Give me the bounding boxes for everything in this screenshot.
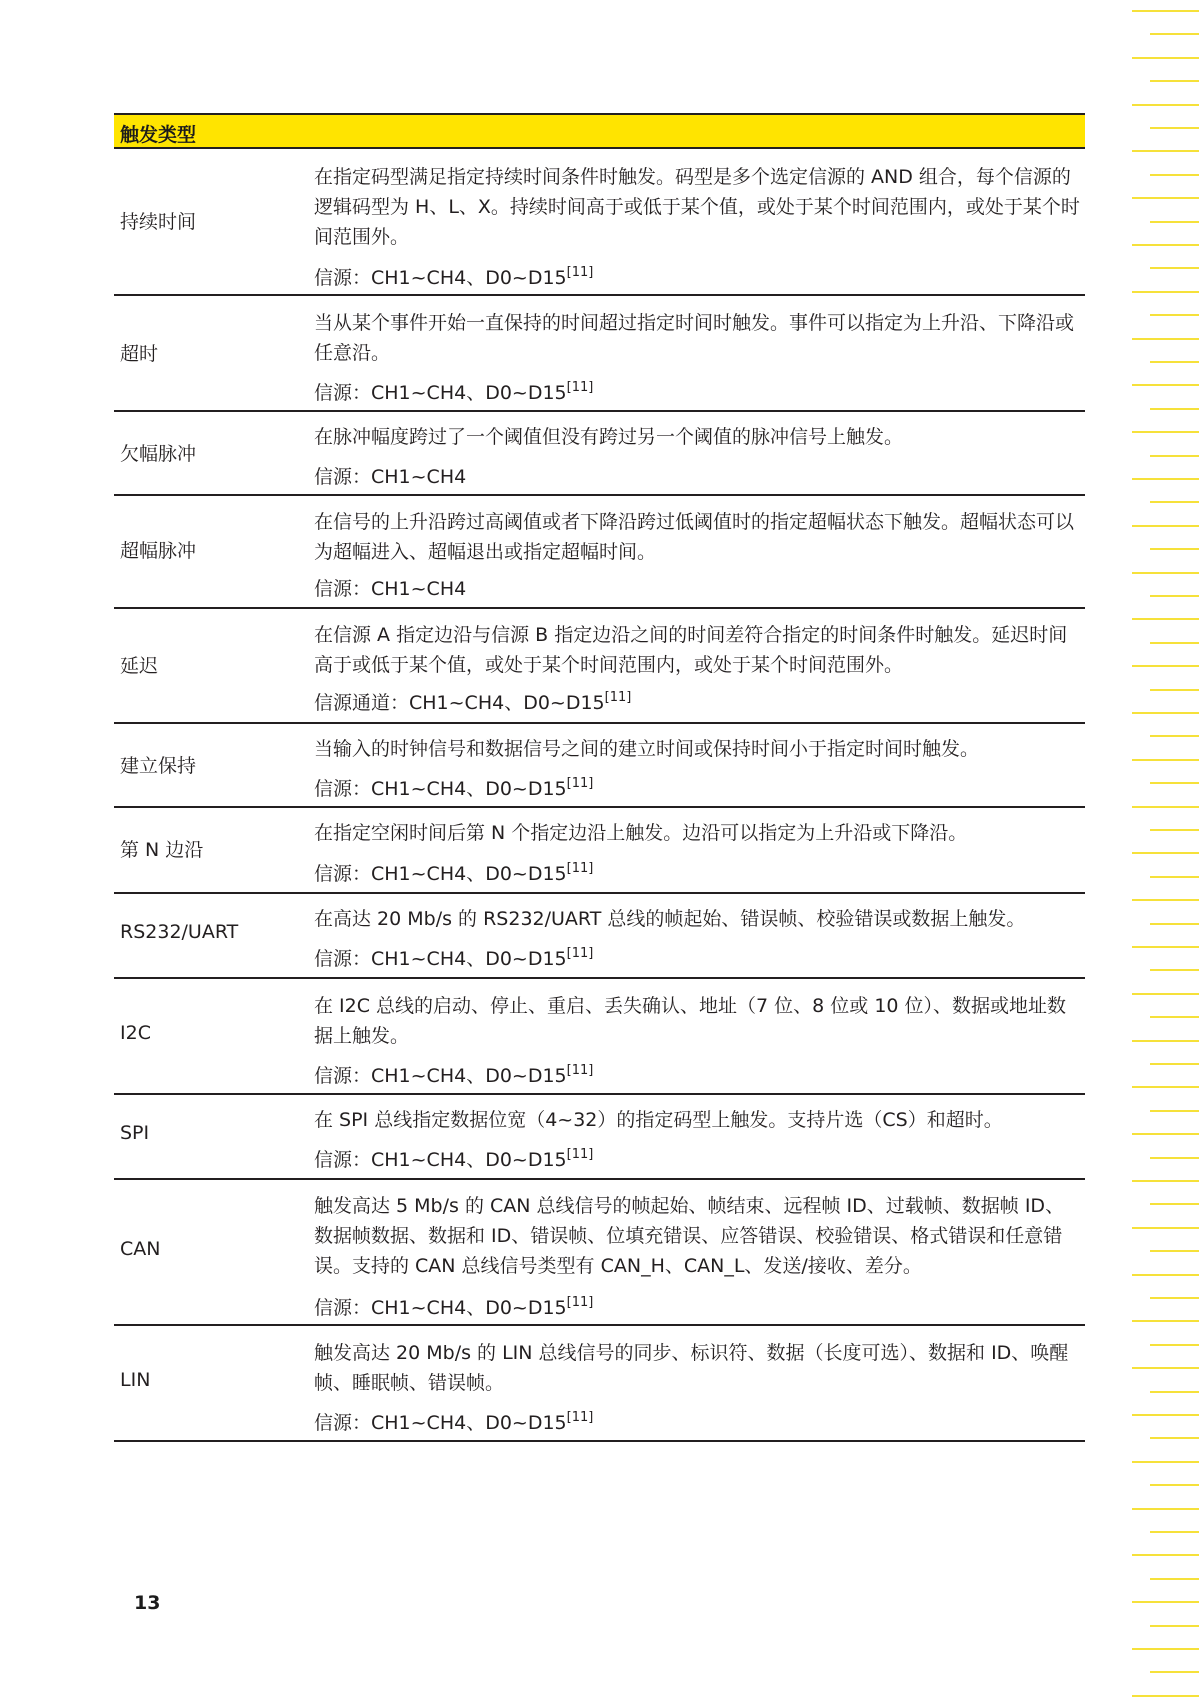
stripe-line: [1132, 1274, 1199, 1276]
stripe-line: [1132, 759, 1199, 761]
stripe-line: [1132, 10, 1199, 12]
table-header-label: 触发类型: [120, 124, 197, 146]
row-source: 信源：CH1~CH4、D0~D15[11]: [314, 1294, 594, 1319]
stripe-line: [1132, 572, 1199, 574]
row-source: 信源：CH1~CH4、D0~D15[11]: [314, 1062, 594, 1087]
footnote-ref: [11]: [566, 1409, 594, 1425]
stripe-line: [1132, 1508, 1199, 1510]
stripe-line: [1132, 478, 1199, 480]
stripe-line: [1132, 244, 1199, 246]
row-description: 在 SPI 总线指定数据位宽（4~32）的指定码型上触发。支持片选（CS）和超时。: [314, 1109, 1003, 1131]
stripe-line: [1150, 642, 1199, 644]
row-description: 在高达 20 Mb/s 的 RS232/UART 总线的帧起始、错误帧、校验错误或数据上触发。: [314, 908, 1026, 930]
stripe-line: [1132, 1180, 1199, 1182]
stripe-line: [1150, 1157, 1199, 1159]
footnote-ref: [11]: [566, 860, 594, 876]
stripe-line: [1150, 501, 1199, 503]
stripe-line: [1150, 595, 1199, 597]
stripe-line: [1132, 712, 1199, 714]
row-description: 在脉冲幅度跨过了一个阈值但没有跨过另一个阈值的脉冲信号上触发。: [314, 426, 904, 448]
row-label: SPI: [120, 1122, 150, 1144]
footnote-ref: [11]: [566, 1146, 594, 1162]
stripe-line: [1150, 174, 1199, 176]
stripe-line: [1150, 1484, 1199, 1486]
row-source: 信源：CH1~CH4、D0~D15[11]: [314, 379, 594, 404]
row-description: 在指定码型满足指定持续时间条件时触发。码型是多个选定信源的 AND 组合，每个信源的逻辑码型为 H、L、X。持续时间高于或低于某个值，或处于某个时间范围内，或处于某个时间范围外。: [314, 166, 1080, 248]
footnote-ref: [11]: [566, 1294, 594, 1310]
stripe-line: [1132, 1086, 1199, 1088]
decorative-stripes: [1128, 0, 1199, 1696]
row-source: 信源：CH1~CH4、D0~D15[11]: [314, 1409, 594, 1434]
stripe-line: [1150, 689, 1199, 691]
stripe-line: [1150, 1344, 1199, 1346]
stripe-line: [1150, 80, 1199, 82]
stripe-line: [1150, 1297, 1199, 1299]
stripe-line: [1150, 267, 1199, 269]
row-label: 超时: [120, 343, 159, 365]
table-row-rs232-uart: [114, 894, 1085, 979]
stripe-line: [1132, 1227, 1199, 1229]
row-source: 信源：CH1~CH4: [314, 578, 467, 600]
row-label: 延迟: [120, 655, 159, 677]
row-description: 在信源 A 指定边沿与信源 B 指定边沿之间的时间差符合指定的时间条件时触发。延迟时间高于或低于某个值，或处于某个时间范围内，或处于某个时间范围外。: [314, 624, 1068, 676]
stripe-line: [1150, 33, 1199, 35]
stripe-line: [1150, 1437, 1199, 1439]
row-label: LIN: [120, 1369, 151, 1391]
stripe-line: [1132, 852, 1199, 854]
row-source: 信源：CH1~CH4、D0~D15[11]: [314, 945, 594, 970]
table-row-runt: [114, 412, 1085, 496]
stripe-line: [1132, 1601, 1199, 1603]
stripe-line: [1132, 291, 1199, 293]
footnote-ref: [11]: [566, 775, 594, 791]
row-description: 在 I2C 总线的启动、停止、重启、丢失确认、地址（7 位、8 位或 10 位）、数据或地址数据上触发。: [314, 995, 1067, 1047]
stripe-line: [1150, 548, 1199, 550]
stripe-line: [1150, 735, 1199, 737]
table-row-duration: [114, 149, 1085, 296]
row-label: 持续时间: [120, 211, 197, 233]
footnote-ref: [11]: [566, 945, 594, 961]
stripe-line: [1132, 431, 1199, 433]
stripe-line: [1150, 1110, 1199, 1112]
stripe-line: [1150, 829, 1199, 831]
row-label: 第 N 边沿: [120, 839, 204, 861]
stripe-line: [1150, 1578, 1199, 1580]
table-row-setup-hold: [114, 724, 1085, 808]
row-source: 信源：CH1~CH4、D0~D15[11]: [314, 1146, 594, 1171]
row-label: 建立保持: [120, 755, 197, 777]
page-number: 13: [134, 1592, 161, 1614]
stripe-line: [1132, 57, 1199, 59]
stripe-line: [1132, 338, 1199, 340]
table-row-can: [114, 1180, 1085, 1326]
stripe-line: [1150, 221, 1199, 223]
stripe-line: [1132, 946, 1199, 948]
table-row-delay: [114, 609, 1085, 724]
stripe-line: [1150, 1250, 1199, 1252]
stripe-line: [1132, 899, 1199, 901]
stripe-line: [1150, 127, 1199, 129]
stripe-line: [1150, 408, 1199, 410]
stripe-line: [1150, 1671, 1199, 1673]
stripe-line: [1150, 1531, 1199, 1533]
stripe-line: [1132, 1461, 1199, 1463]
stripe-line: [1150, 1203, 1199, 1205]
footnote-ref: [11]: [566, 379, 594, 395]
table-row-nth-edge: [114, 808, 1085, 894]
stripe-line: [1150, 782, 1199, 784]
stripe-line: [1150, 1016, 1199, 1018]
stripe-line: [1132, 618, 1199, 620]
row-source: 信源：CH1~CH4、D0~D15[11]: [314, 775, 594, 800]
row-label: I2C: [120, 1022, 151, 1044]
stripe-line: [1132, 1133, 1199, 1135]
stripe-line: [1132, 1414, 1199, 1416]
stripe-line: [1132, 806, 1199, 808]
stripe-line: [1132, 150, 1199, 152]
stripe-line: [1150, 969, 1199, 971]
row-label: 超幅脉冲: [120, 540, 197, 562]
stripe-line: [1150, 314, 1199, 316]
stripe-line: [1132, 384, 1199, 386]
footnote-ref: [11]: [604, 689, 632, 705]
row-label: RS232/UART: [120, 921, 239, 943]
row-source: 信源：CH1~CH4: [314, 466, 467, 488]
row-label: 欠幅脉冲: [120, 443, 197, 465]
stripe-line: [1132, 1367, 1199, 1369]
table-row-lin: [114, 1326, 1085, 1442]
stripe-line: [1132, 1320, 1199, 1322]
row-source: 信源：CH1~CH4、D0~D15[11]: [314, 264, 594, 289]
stripe-line: [1132, 993, 1199, 995]
row-description: 在信号的上升沿跨过高阈值或者下降沿跨过低阈值时的指定超幅状态下触发。超幅状态可以为超幅进入、超幅退出或指定超幅时间。: [314, 511, 1075, 563]
table-header: [114, 113, 1085, 149]
row-description: 当输入的时钟信号和数据信号之间的建立时间或保持时间小于指定时间时触发。: [314, 738, 980, 760]
stripe-line: [1150, 1391, 1199, 1393]
row-label: CAN: [120, 1238, 161, 1260]
footnote-ref: [11]: [566, 264, 594, 280]
stripe-line: [1150, 1063, 1199, 1065]
stripe-line: [1132, 525, 1199, 527]
table-row-i2c: [114, 979, 1085, 1095]
row-description: 当从某个事件开始一直保持的时间超过指定时间时触发。事件可以指定为上升沿、下降沿或任意沿。: [314, 312, 1075, 364]
stripe-line: [1150, 361, 1199, 363]
table-row-slope: [114, 496, 1085, 609]
row-source: 信源通道：CH1~CH4、D0~D15[11]: [314, 689, 632, 714]
table-row-timeout: [114, 296, 1085, 412]
row-description: 触发高达 20 Mb/s 的 LIN 总线信号的同步、标识符、数据（长度可选）、数据和 ID、唤醒帧、睡眠帧、错误帧。: [314, 1342, 1069, 1394]
row-source: 信源：CH1~CH4、D0~D15[11]: [314, 860, 594, 885]
row-description: 触发高达 5 Mb/s 的 CAN 总线信号的帧起始、帧结束、远程帧 ID、过载帧、数据帧 ID、数据帧数据、数据和 ID、错误帧、位填充错误、应答错误、校验错误、格式错误和任意错误。支持的 CAN 总线信号类型有 CAN_H、CAN_L、发送/接收、差分。: [314, 1195, 1065, 1277]
stripe-line: [1150, 1625, 1199, 1627]
table-row-spi: [114, 1095, 1085, 1180]
stripe-line: [1150, 923, 1199, 925]
stripe-line: [1132, 665, 1199, 667]
stripe-line: [1150, 876, 1199, 878]
stripe-line: [1150, 455, 1199, 457]
row-description: 在指定空闲时间后第 N 个指定边沿上触发。边沿可以指定为上升沿或下降沿。: [314, 822, 968, 844]
footnote-ref: [11]: [566, 1062, 594, 1078]
stripe-line: [1132, 1648, 1199, 1650]
stripe-line: [1132, 1040, 1199, 1042]
stripe-line: [1132, 197, 1199, 199]
stripe-line: [1132, 1554, 1199, 1556]
stripe-line: [1132, 104, 1199, 106]
